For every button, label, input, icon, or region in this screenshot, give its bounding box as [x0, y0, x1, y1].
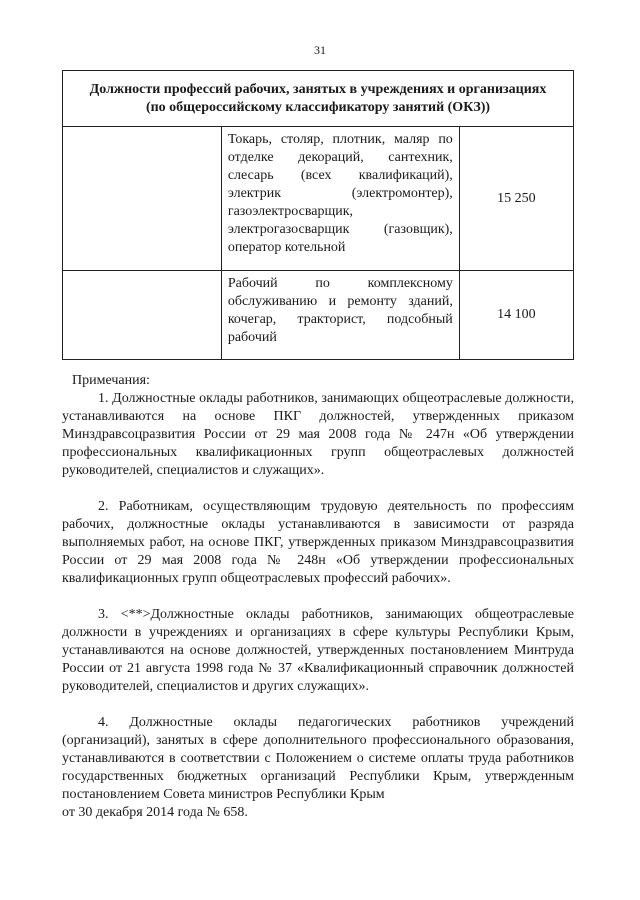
table-header-row	[63, 71, 574, 127]
salary-table	[62, 70, 574, 360]
salary-value: 14 100	[459, 271, 573, 360]
note-item: 1. Должностные оклады работников, занимающих общеотраслевые должности, устанавливаются на основе ПКГ должностей, утвержденных приказом Минздравсоцразвития России от 29 мая 2008 года № 247н «Об утверждении профессиональных квалификационных групп общеотраслевых должностей руководителей, специалистов и служащих».	[62, 391, 574, 478]
empty-cell	[63, 271, 222, 360]
notes-title: Примечания:	[72, 373, 150, 388]
notes-section	[62, 372, 574, 822]
note-item-continuation: от 30 декабря 2014 года № 658.	[62, 805, 248, 820]
table-row	[63, 127, 574, 271]
position-description: Рабочий по комплексному обслуживанию и ремонту зданий, кочегар, тракторист, подсобный рабочий	[221, 271, 459, 360]
empty-cell	[63, 127, 222, 271]
page-number: 31	[314, 43, 326, 57]
note-item: 2. Работникам, осуществляющим трудовую деятельность по профессиям рабочих, должностные оклады устанавливаются в зависимости от разряда выполняемых работ, на основе ПКГ, утвержденных приказом Минздравсоцразвития России от 29 мая 2008 года № 248н «Об утверждении профессиональных квалификационных групп общеотраслевых профессий рабочих».	[62, 499, 574, 586]
table-row	[63, 271, 574, 360]
position-description: Токарь, столяр, плотник, маляр по отделке декораций, сантехник, слесарь (всех квалификаций), электрик (электромонтер), газоэлектросварщик, электрогазосварщик (газовщик), оператор котельной	[221, 127, 459, 271]
note-item: 3. <**>Должностные оклады работников, занимающих общеотраслевые должности в учреждениях и организациях в сфере культуры Республики Крым, устанавливаются на основе должностей, утвержденных постановлением Минтруда России от 21 августа 1998 года № 37 «Квалификационный справочник должностей руководителей, специалистов и других служащих».	[62, 607, 574, 694]
table-header: Должности профессий рабочих, занятых в учреждениях и организациях (по общероссийскому классификатору занятий (ОКЗ))	[63, 71, 574, 127]
note-item: 4. Должностные оклады педагогических работников учреждений (организаций), занятых в сфере дополнительного профессионального образования, устанавливаются в соответствии с Положением о системе оплаты труда работников государственных бюджетных организаций Республики Крым, утвержденным постановлением Совета министров Республики Крым	[62, 715, 574, 802]
salary-value: 15 250	[459, 127, 573, 271]
